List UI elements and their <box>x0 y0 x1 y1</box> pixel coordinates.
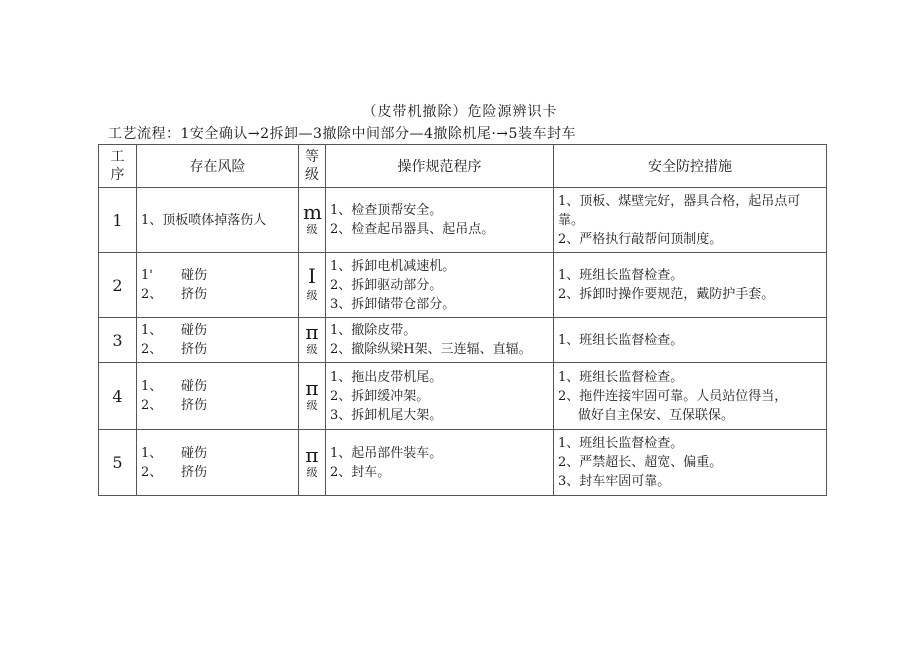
table-row <box>99 430 827 496</box>
risk-item: 2、 挤伤 <box>141 398 208 413</box>
table-row <box>99 253 827 318</box>
risk-cell <box>137 430 299 496</box>
header-operation: 操作规范程序 <box>326 145 554 188</box>
safety-cell: 1、顶板、煤壁完好，器具合格，起吊点可 靠。 2、严格执行敲帮问顶制度。 <box>554 188 827 253</box>
risk-item: 1、 碰伤 <box>141 379 208 394</box>
header-risk: 存在风险 <box>137 145 299 188</box>
table-row <box>99 363 827 430</box>
risk-item: 1、 碰伤 <box>141 445 208 461</box>
grade-cell: I级 <box>299 253 326 318</box>
risk-cell <box>137 188 299 253</box>
operation-cell: 1、起吊部件装车。 2、封车。 <box>326 430 554 496</box>
process-number: 4 <box>99 363 137 430</box>
process-number: 1 <box>99 188 137 253</box>
operation-cell: 1、拆卸电机减速机。 2、拆卸驱动部分。 3、拆卸储带仓部分。 <box>326 253 554 318</box>
process-flow: 工艺流程：1安全确认→2拆卸—3撤除中间部分—4撤除机尾·→5装车封车 <box>108 126 576 142</box>
grade-cell: π 级 <box>299 430 326 496</box>
process-number: 3 <box>99 318 137 363</box>
operation-cell: 1、检查顶帮安全。 2、检查起吊器具、起吊点。 <box>326 188 554 253</box>
table-row <box>99 188 827 253</box>
card-title: （皮带机撤除）危险源辨识卡 <box>362 104 558 120</box>
risk-cell <box>137 253 299 318</box>
risk-item: 1、 碰伤 <box>141 323 208 338</box>
safety-cell: 1、班组长监督检查。 2、拖件连接牢固可靠。人员站位得当， 做好自主保安、互保联保。 <box>554 363 827 430</box>
operation-cell: 1、撤除皮带。 2、撤除纵梁H架、三连辐、直辐。 <box>326 318 554 363</box>
risk-item: 1、顶板喷体掉落伤人 <box>141 212 267 228</box>
grade-cell: π 级 <box>299 318 326 363</box>
header-process: 工 序 <box>99 145 137 188</box>
safety-cell: 1、班组长监督检查。 2、拆卸时操作要规范，戴防护手套。 <box>554 253 827 318</box>
process-number: 2 <box>99 253 137 318</box>
hazard-table <box>98 144 827 496</box>
header-row <box>99 145 827 188</box>
process-number: 5 <box>99 430 137 496</box>
risk-item: 2、 挤伤 <box>141 287 208 302</box>
risk-cell <box>137 318 299 363</box>
risk-cell <box>137 363 299 430</box>
safety-cell: 1、班组长监督检查。 <box>554 318 827 363</box>
risk-item: 2、 挤伤 <box>141 342 208 357</box>
grade-cell: m 级 <box>299 188 326 253</box>
table-row <box>99 318 827 363</box>
header-safety: 安全防控措施 <box>554 145 827 188</box>
risk-item: 1' 碰伤 <box>141 268 208 283</box>
grade-cell: π 级 <box>299 363 326 430</box>
risk-item: 2、 挤伤 <box>141 464 208 480</box>
operation-cell: 1、拖出皮带机尾。 2、拆卸缓冲架。 3、拆卸机尾大架。 <box>326 363 554 430</box>
safety-cell: 1、班组长监督检查。 2、严禁超长、超宽、偏重。 3、封车牢固可靠。 <box>554 430 827 496</box>
header-grade: 等 级 <box>299 145 326 188</box>
